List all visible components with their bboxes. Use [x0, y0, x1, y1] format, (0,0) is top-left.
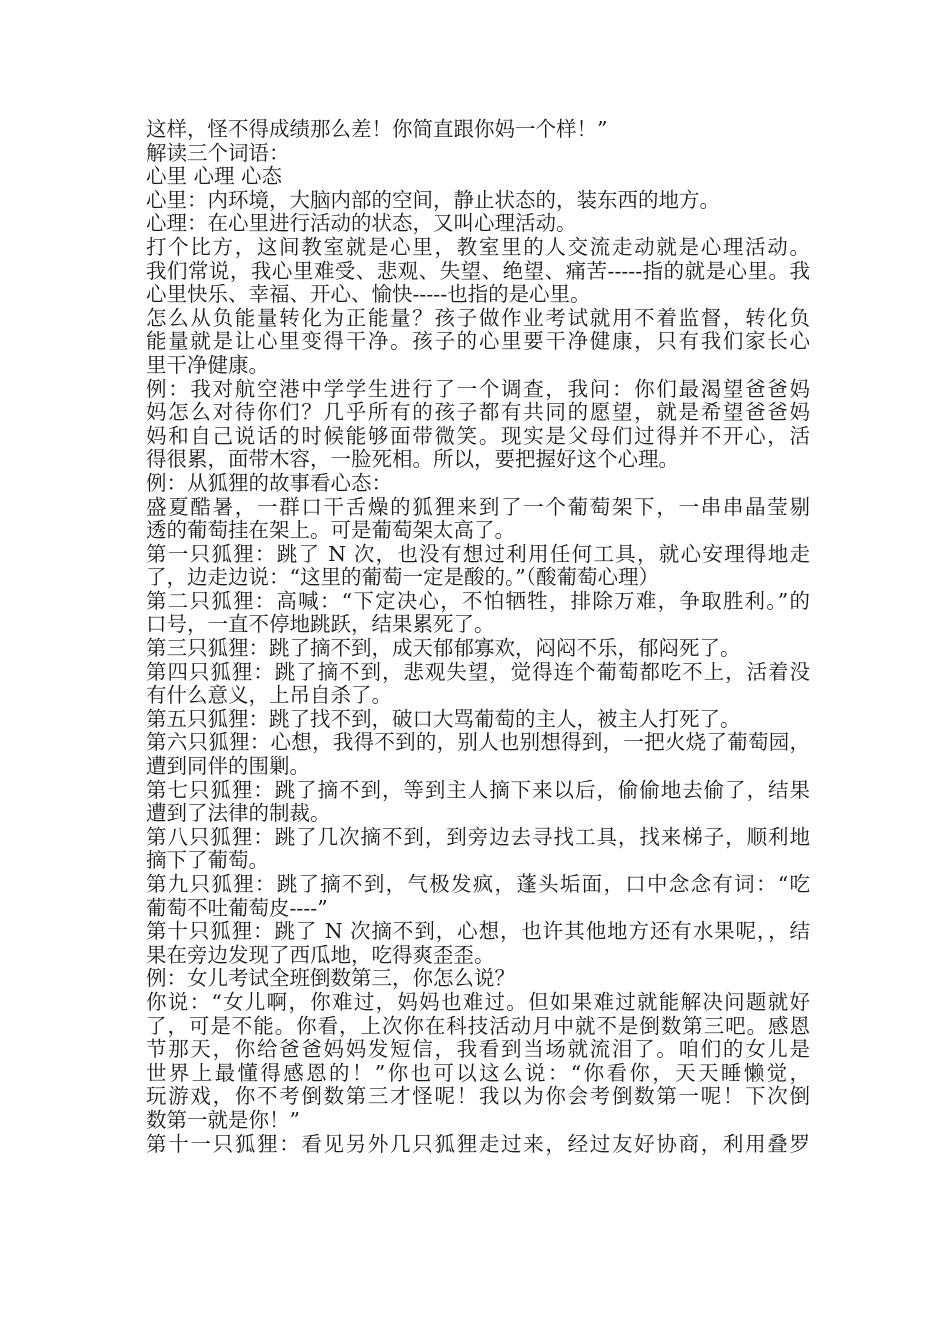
- text-line: 数第一就是你！”: [146, 1108, 300, 1132]
- text-line: 透的葡萄挂在架上。可是葡萄架太高了。: [146, 519, 515, 543]
- text-line: 玩游戏，你不考倒数第三才怪呢！我以为你会考倒数第一呢！下次倒: [146, 1085, 810, 1109]
- text-line: 你说：“女儿啊，你难过，妈妈也难过。但如果难过就能解决问题就好: [146, 990, 810, 1014]
- text-line: 了，可是不能。你看，上次你在科技活动月中就不是倒数第三吧。感恩: [146, 1014, 810, 1038]
- text-line: 了，边走边说：“这里的葡萄一定是酸的。”（酸葡萄心理）: [146, 566, 659, 590]
- text-line: 第四只狐狸：跳了摘不到，悲观失望，觉得连个葡萄都吃不上，活着没: [146, 660, 810, 684]
- text-line: 第二只狐狸：高喊：“下定决心，不怕牺牲，排除万难，争取胜利。”的: [146, 589, 810, 613]
- text-line: 例：我对航空港中学学生进行了一个调查，我问：你们最渴望爸爸妈: [146, 377, 810, 401]
- text-line: 妈怎么对待你们？几乎所有的孩子都有共同的愿望，就是希望爸爸妈: [146, 401, 810, 425]
- text-line: 口号，一直不停地跳跃，结果累死了。: [146, 613, 495, 637]
- text-line: 遭到同伴的围剿。: [146, 755, 310, 779]
- text-line: 第一只狐狸：跳了 N 次，也没有想过利用任何工具，就心安理得地走: [146, 542, 810, 566]
- text-line: 遭到了法律的制裁。: [146, 802, 331, 826]
- text-line: 怎么从负能量转化为正能量？孩子做作业考试就用不着监督，转化负: [146, 306, 810, 330]
- text-line: 心里快乐、幸福、开心、愉快-----也指的是心里。: [146, 283, 591, 307]
- text-line: 例：从狐狸的故事看心态：: [146, 471, 392, 495]
- text-line: 第五只狐狸：跳了找不到，破口大骂葡萄的主人，被主人打死了。: [146, 707, 741, 731]
- text-line: 第十只狐狸：跳了 N 次摘不到，心想，也许其他地方还有水果呢，，结: [146, 920, 810, 944]
- text-line: 第三只狐狸：跳了摘不到，成天郁郁寡欢，闷闷不乐，郁闷死了。: [146, 637, 741, 661]
- document-body: [146, 118, 810, 1156]
- text-line: 我们常说，我心里难受、悲观、失望、绝望、痛苦-----指的就是心里。我: [146, 259, 810, 283]
- text-line: 打个比方，这间教室就是心里，教室里的人交流走动就是心理活动。: [146, 235, 810, 259]
- text-line: 果在旁边发现了西瓜地，吃得爽歪歪。: [146, 943, 495, 967]
- text-line: 世界上最懂得感恩的！”你也可以这么说：“你看你，天天睡懒觉，: [146, 1061, 810, 1085]
- text-line: 节那天，你给爸爸妈妈发短信，我看到当场就流泪了。咱们的女儿是: [146, 1038, 810, 1062]
- text-line: 里干净健康。: [146, 353, 269, 377]
- text-line: 第六只狐狸：心想，我得不到的，别人也别想得到，一把火烧了葡萄园，: [146, 731, 810, 755]
- text-line: 有什么意义，上吊自杀了。: [146, 684, 392, 708]
- text-line: 能量就是让心里变得干净。孩子的心里要干净健康，只有我们家长心: [146, 330, 810, 354]
- text-line: 第十一只狐狸：看见另外几只狐狸走过来，经过友好协商，利用叠罗: [146, 1132, 810, 1156]
- text-line: 心里：内环境，大脑内部的空间，静止状态的，装东西的地方。: [146, 188, 720, 212]
- text-line: 第九只狐狸：跳了摘不到，气极发疯，蓬头垢面，口中念念有词：“吃: [146, 873, 810, 896]
- text-line: 心理：在心里进行活动的状态，又叫心理活动。: [146, 212, 577, 236]
- text-line: 第八只狐狸：跳了几次摘不到，到旁边去寻找工具，找来梯子，顺利地: [146, 825, 810, 849]
- text-line: 摘下了葡萄。: [146, 849, 269, 873]
- text-line: 妈和自己说话的时候能够面带微笑。现实是父母们过得并不开心，活: [146, 424, 810, 448]
- text-line: 第七只狐狸：跳了摘不到，等到主人摘下来以后，偷偷地去偷了，结果: [146, 778, 810, 802]
- text-line: 葡萄不吐葡萄皮----”: [146, 896, 328, 920]
- text-line: 心里 心理 心态: [146, 165, 283, 189]
- text-line: 盛夏酷暑，一群口干舌燥的狐狸来到了一个葡萄架下，一串串晶莹剔: [146, 495, 810, 519]
- text-line: 这样，怪不得成绩那么差！你简直跟你妈一个样！”: [146, 118, 608, 141]
- text-line: 解读三个词语：: [146, 141, 290, 165]
- text-line: 例：女儿考试全班倒数第三，你怎么说？: [146, 967, 515, 991]
- text-line: 得很累，面带木容，一脸死相。所以，要把握好这个心理。: [146, 448, 679, 472]
